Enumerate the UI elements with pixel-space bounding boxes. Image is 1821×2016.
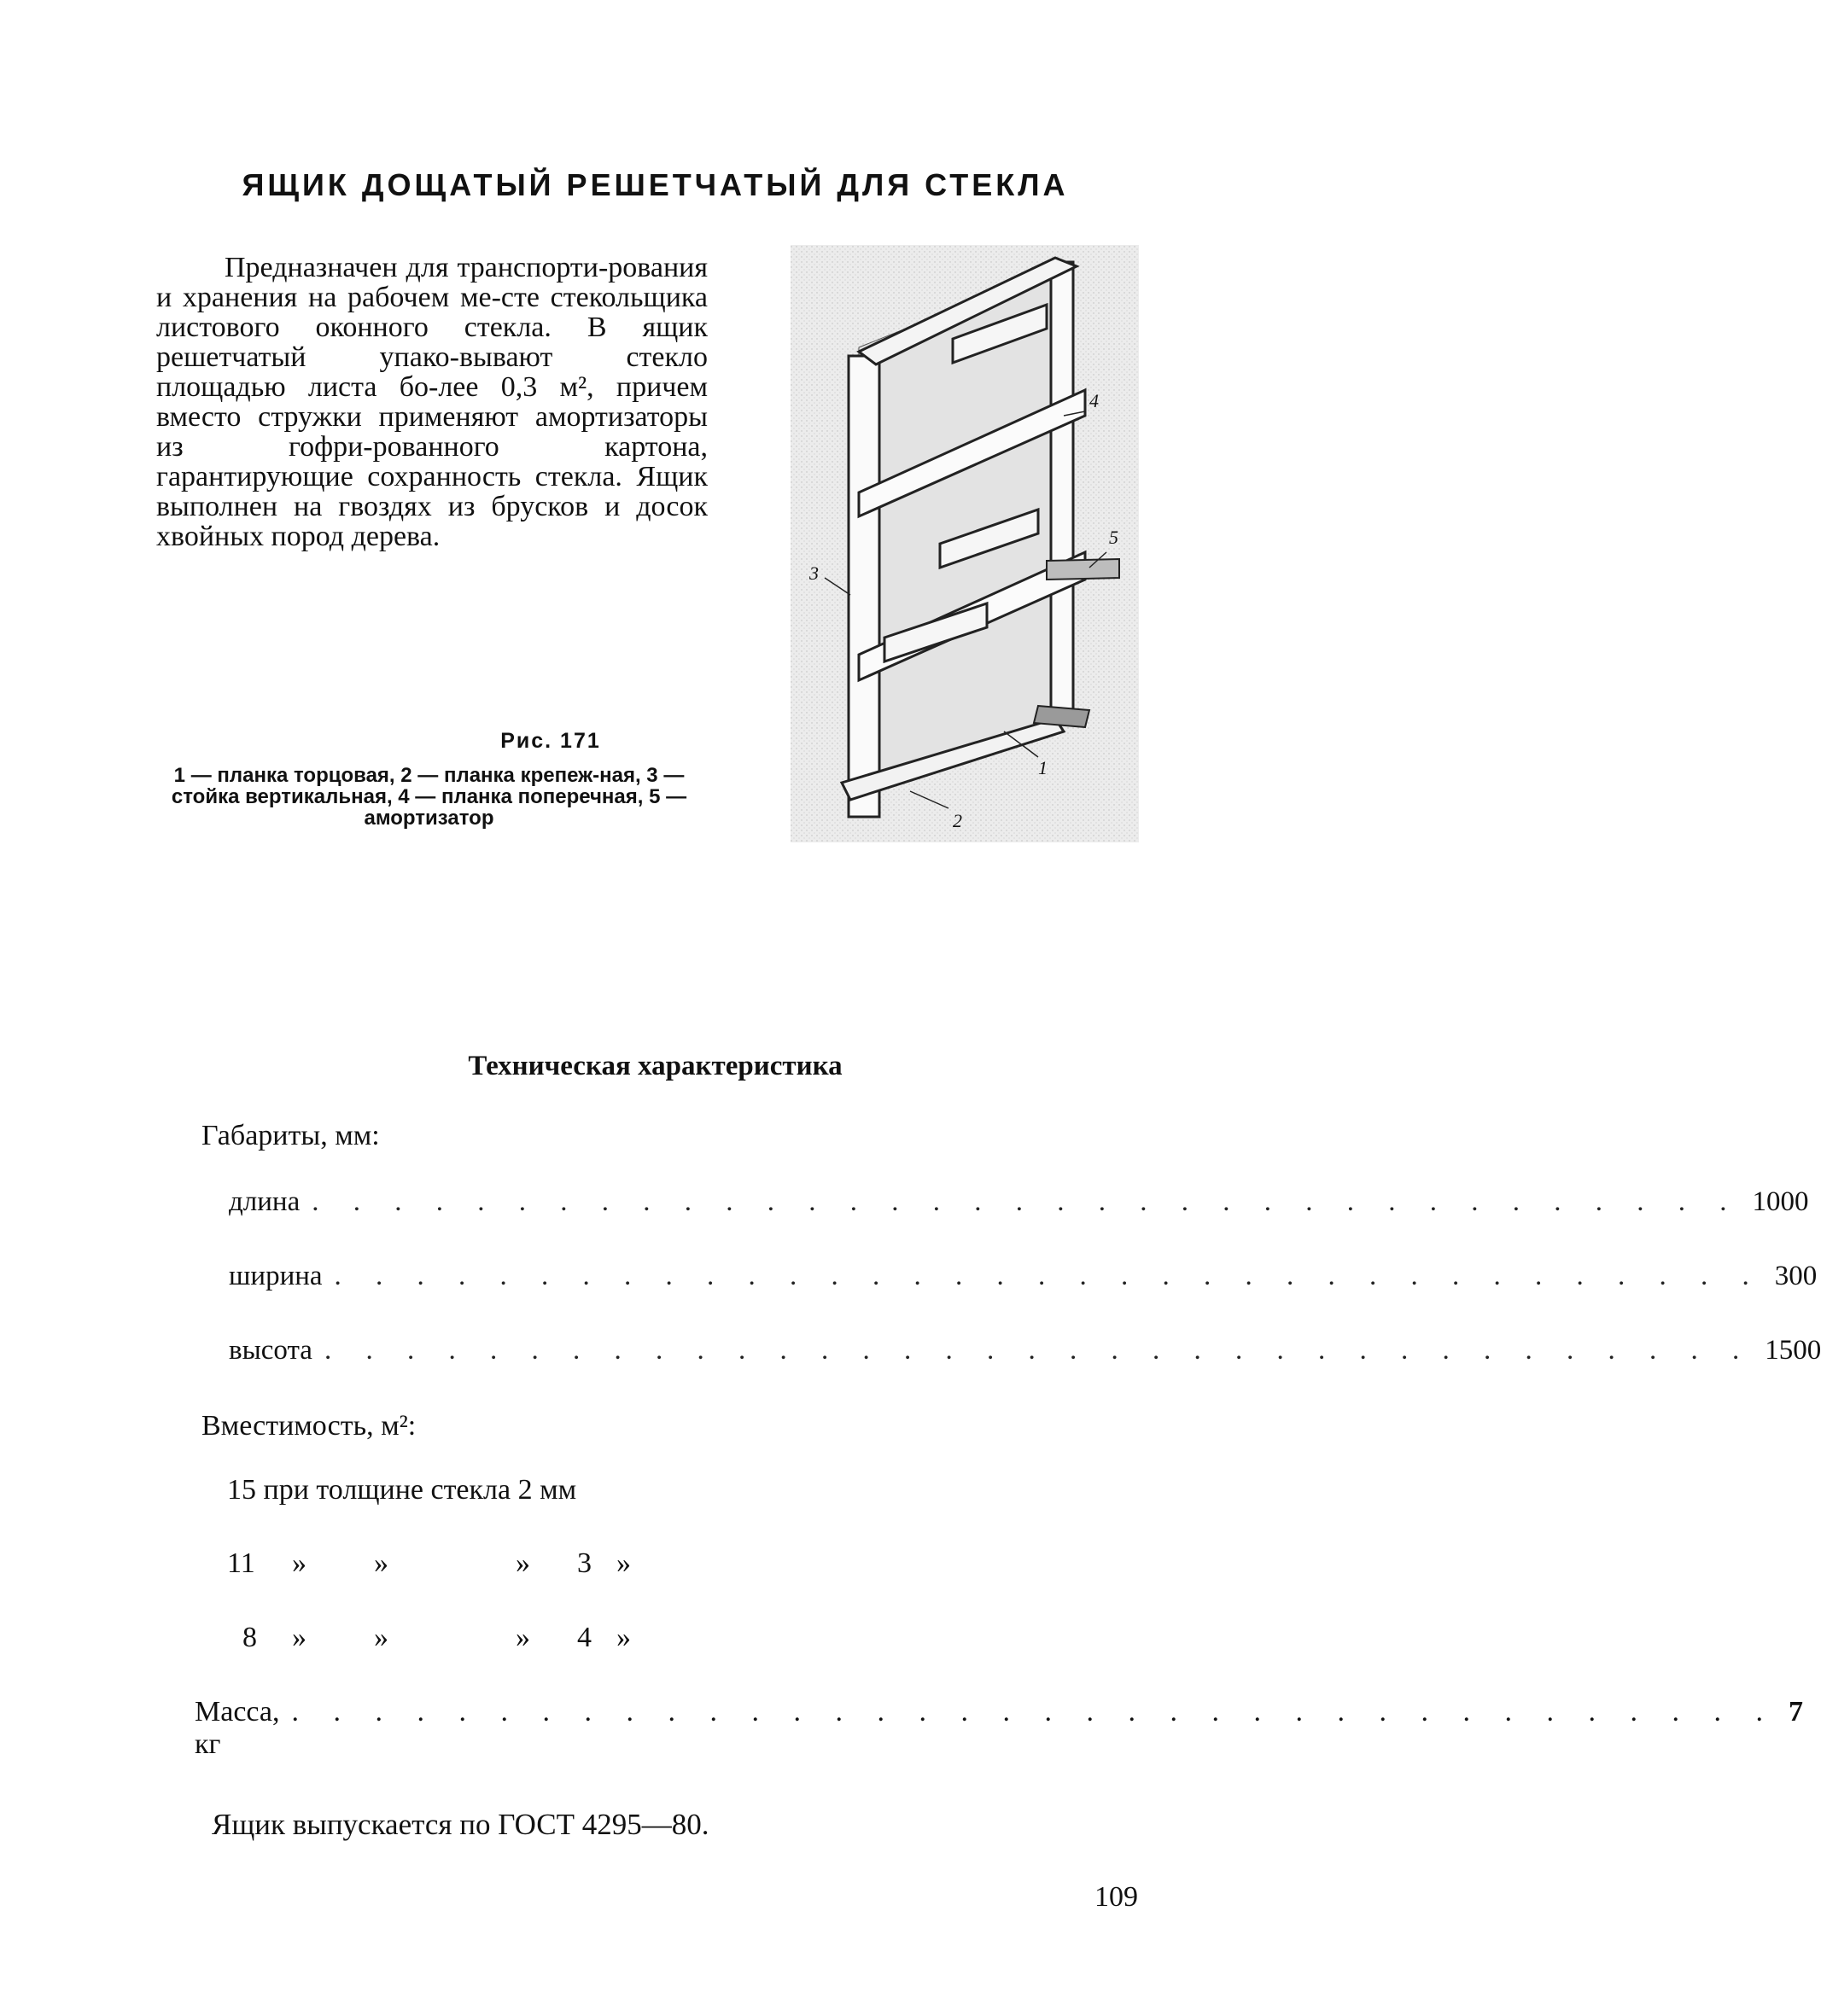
ditto-mark: » bbox=[516, 1622, 530, 1653]
ditto-mark: » bbox=[616, 1622, 631, 1653]
shock-absorber bbox=[1047, 559, 1119, 580]
dimension-row-height bbox=[229, 1335, 1821, 1366]
leader-dots: . . . . . . . . . . . . . . . . . . . . . . . . . . . . . . . . . . . . bbox=[291, 1696, 1777, 1728]
callout-2: 2 bbox=[953, 810, 962, 831]
mass-value: 7 bbox=[1789, 1696, 1804, 1728]
ditto-mark: » bbox=[374, 1547, 388, 1579]
callout-1: 1 bbox=[1038, 757, 1048, 778]
dimension-value: 1000 bbox=[1752, 1186, 1809, 1217]
capacity-thickness: 3 bbox=[577, 1547, 592, 1579]
mass-label: Масса, кг bbox=[195, 1696, 280, 1760]
mass-row bbox=[195, 1696, 1804, 1761]
callout-5: 5 bbox=[1109, 527, 1118, 548]
dimension-row-length bbox=[229, 1186, 1809, 1218]
section-heading: Техническая характеристика bbox=[468, 1051, 843, 1081]
dimension-value: 300 bbox=[1774, 1261, 1818, 1291]
callout-3: 3 bbox=[809, 562, 819, 584]
capacity-thickness: 4 bbox=[577, 1622, 592, 1653]
vertical-post-back bbox=[1051, 262, 1073, 723]
figure-caption: 1 — планка торцовая, 2 — планка крепеж-ная, 3 — стойка вертикальная, 4 — планка поперечная, 5 — амортизатор bbox=[171, 764, 687, 830]
ditto-mark: » bbox=[292, 1622, 306, 1653]
dimension-value: 1500 bbox=[1765, 1335, 1821, 1366]
page-title: ЯЩИК ДОЩАТЫЙ РЕШЕТЧАТЫЙ ДЛЯ СТЕКЛА bbox=[242, 167, 1069, 202]
leader-dots: . . . . . . . . . . . . . . . . . . . . . . . . . . . . . . . . . . . bbox=[334, 1261, 1763, 1291]
capacity-heading: Вместимость, м²: bbox=[201, 1410, 417, 1442]
capacity-line: 15 при толщине стекла 2 мм bbox=[227, 1474, 577, 1506]
ditto-mark: » bbox=[374, 1622, 388, 1653]
page-number: 109 bbox=[1094, 1881, 1138, 1913]
dimension-label: длина bbox=[229, 1186, 301, 1217]
figure-label: Рис. 171 bbox=[500, 729, 601, 753]
dimension-label: высота bbox=[229, 1335, 312, 1366]
intro-paragraph: Предназначен для транспорти-рования и хранения на рабочем ме-сте стекольщика листового оконного стекла. В ящик решетчатый упако-вывают стекло площадью листа бо-лее 0,3 м², причем вместо стружки применяют амортизаторы из гофри-рованного картона, гарантирующие сохранность стекла. Ящик выполнен на гвоздях из брусков и досок хвойных пород дерева. bbox=[156, 252, 708, 552]
ditto-mark: » bbox=[516, 1547, 530, 1579]
dimension-row-width bbox=[229, 1261, 1818, 1292]
capacity-qty: 11 bbox=[227, 1547, 255, 1579]
callout-4: 4 bbox=[1089, 390, 1099, 411]
capacity-qty: 8 bbox=[242, 1622, 257, 1653]
ditto-mark: » bbox=[292, 1547, 306, 1579]
dimensions-heading: Габариты, мм: bbox=[201, 1120, 380, 1151]
gost-note: Ящик выпускается по ГОСТ 4295—80. bbox=[212, 1808, 709, 1841]
ditto-mark: » bbox=[616, 1547, 631, 1579]
leader-dots: . . . . . . . . . . . . . . . . . . . . . . . . . . . . . . . . . . . bbox=[324, 1335, 1754, 1366]
shock-absorber bbox=[1034, 706, 1089, 727]
dimension-label: ширина bbox=[229, 1261, 323, 1291]
leader-dots: . . . . . . . . . . . . . . . . . . . . . . . . . . . . . . . . . . . bbox=[312, 1186, 1741, 1217]
